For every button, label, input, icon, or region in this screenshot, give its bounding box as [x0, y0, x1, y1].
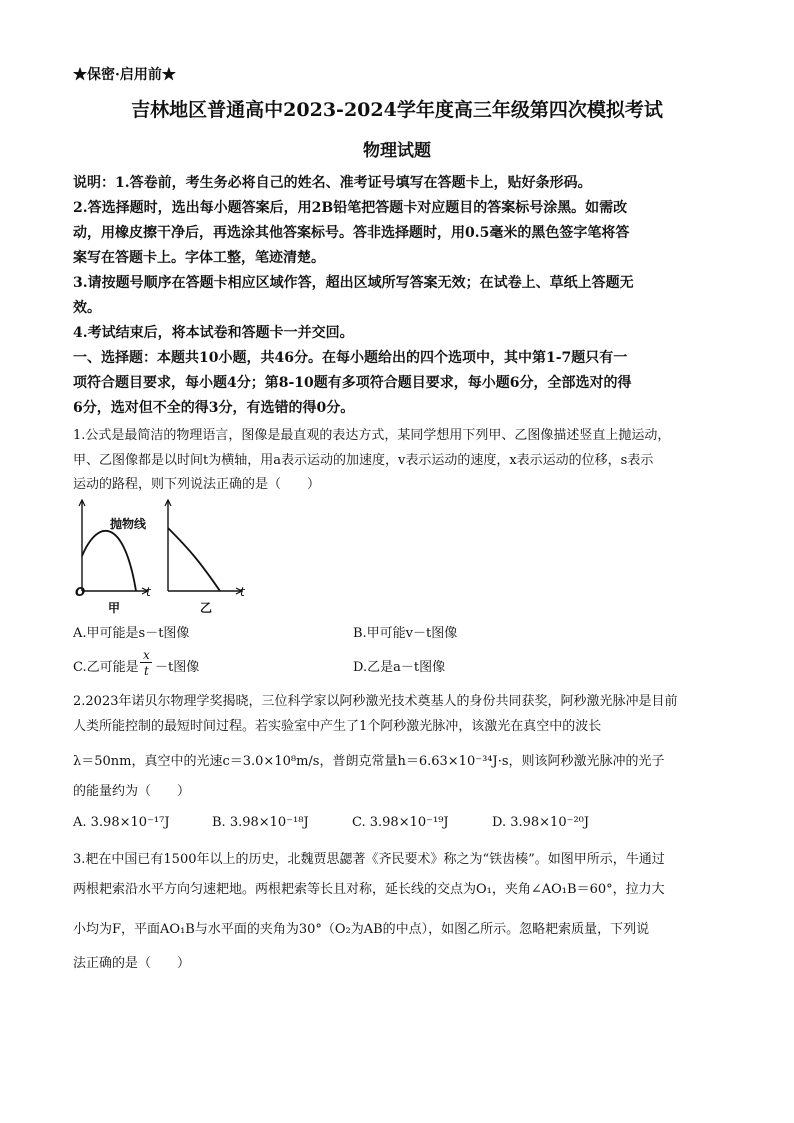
jia-t-label: t: [146, 585, 151, 599]
q2-stem-line: 人类所能控制的最短时间过程。若实验室中产生了1个阿秒激光脉冲，该激光在真空中的波长: [73, 719, 602, 734]
q1-stem-line: 运动的路程，则下列说法正确的是（ ）: [73, 477, 321, 492]
q2-option-d: D. 3.98×10⁻²⁰J: [492, 815, 590, 830]
instruction-line: 说明：1.答卷前，考生务必将自己的姓名、准考证号填写在答题卡上，贴好条形码。: [73, 175, 592, 191]
q1-option-b: B.甲可能v－t图像: [353, 626, 458, 641]
jia-origin-label: O: [75, 585, 86, 599]
q1-figure: [72, 498, 252, 616]
secret-mark: ★保密·启用前★: [73, 67, 176, 83]
jia-label: 甲: [108, 601, 121, 615]
section-heading: 一、选择题：本题共10小题，共46分。在每小题给出的四个选项中，其中第1-7题只有一: [73, 350, 628, 366]
q1-option-c-denominator: t: [144, 664, 149, 678]
q1-stem-line: 甲、乙图像都是以时间t为横轴，用a表示运动的加速度，v表示运动的速度，x表示运动的位移，s表示: [73, 453, 654, 468]
q2-stem-line: 的能量约为（ ）: [73, 784, 191, 799]
instruction-line: 案写在答题卡上。字体工整，笔迹清楚。: [73, 250, 325, 266]
yi-curve: [168, 528, 220, 591]
instruction-line: 3.请按题号顺序在答题卡相应区域作答，超出区域所写答案无效；在试卷上、草纸上答题无: [73, 275, 634, 291]
yi-t-label: t: [240, 585, 245, 599]
section-heading: 项符合题目要求，每小题4分；第8-10题有多项符合题目要求，每小题6分，全部选对的得: [73, 375, 632, 391]
q1-option-c-numerator: x: [143, 648, 150, 662]
q3-stem-line: 小均为F，平面AO₁B与水平面的夹角为30°（O₂为AB的中点），如图乙所示。忽略耙索质量，下列说: [73, 922, 650, 937]
subject-title: 物理试题: [363, 141, 431, 161]
parabola-label: 抛物线: [110, 517, 147, 531]
q1-option-c-suffix: －t图像: [155, 660, 200, 675]
instruction-line: 效。: [73, 300, 101, 316]
instruction-line: 4.考试结束后，将本试卷和答题卡一并交回。: [73, 325, 354, 341]
q3-stem-line: 法正确的是（ ）: [73, 956, 191, 971]
instruction-line: 动，用橡皮擦干净后，再选涂其他答案标号。答非选择题时，用0.5毫米的黑色签字笔将答: [73, 225, 630, 241]
instruction-line: 2.答选择题时，选出每小题答案后，用2B铅笔把答题卡对应题目的答案标号涂黑。如需改: [73, 200, 628, 216]
q2-stem-line: 2.2023年诺贝尔物理学奖揭晓，三位科学家以阿秒激光技术奠基人的身份共同获奖，阿秒激光脉冲是目前: [73, 694, 678, 709]
q1-stem-line: 1.公式是最简洁的物理语言，图像是最直观的表达方式，某同学想用下列甲、乙图像描述竖直上抛运动，: [73, 428, 671, 443]
q2-option-b: B. 3.98×10⁻¹⁸J: [212, 815, 309, 830]
jia-parabola-curve: [82, 531, 136, 591]
fraction-bar: [140, 662, 152, 663]
q3-stem-line: 3.耙在中国已有1500年以上的历史，北魏贾思勰著《齐民要术》称之为“铁齿楱”。如图甲所示，牛通过: [73, 852, 665, 867]
section-heading: 6分，选对但不全的得3分，有选错的得0分。: [73, 400, 355, 416]
exam-title: 吉林地区普通高中2023-2024学年度高三年级第四次模拟考试: [131, 99, 663, 121]
q2-stem-line: λ＝50nm，真空中的光速c＝3.0×10⁸m/s，普朗克常量h＝6.63×10⁻³⁴J·s，则该阿秒激光脉冲的光子: [73, 754, 665, 769]
q1-option-a: A.甲可能是s－t图像: [73, 626, 190, 641]
q1-option-c-prefix: C.乙可能是: [73, 660, 139, 675]
q1-option-d: D.乙是a－t图像: [353, 660, 446, 675]
q2-option-a: A. 3.98×10⁻¹⁷J: [73, 815, 170, 830]
q3-stem-line: 两根耙索沿水平方向匀速耙地。两根耙索等长且对称，延长线的交点为O₁，夹角∠AO₁B＝60°，拉力大: [73, 882, 665, 897]
yi-label: 乙: [200, 601, 213, 615]
q2-option-c: C. 3.98×10⁻¹⁹J: [352, 815, 449, 830]
